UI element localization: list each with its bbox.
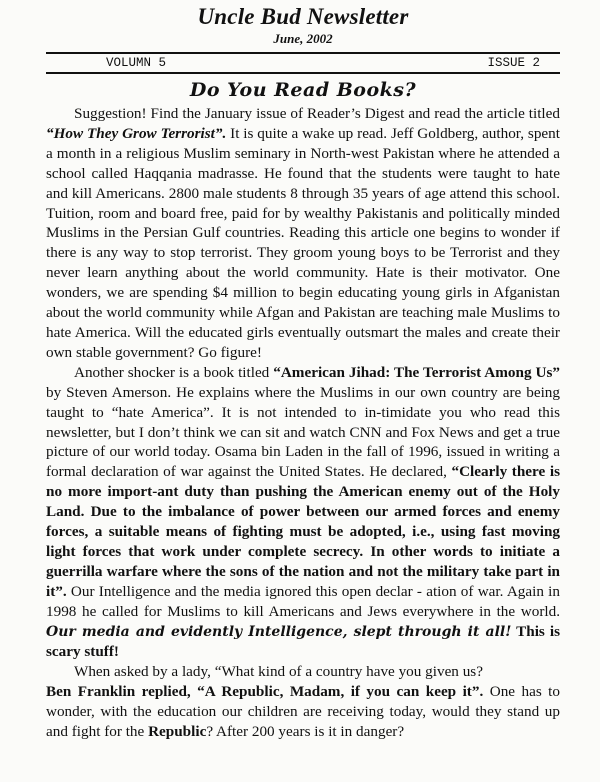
p1-text-a: Suggestion! Find the January issue of Reader’s Digest and read the article titled [74, 105, 560, 122]
p2-text-g: This is scary stuff! [46, 622, 560, 661]
issue-date: June, 2002 [273, 31, 333, 46]
article-body [46, 104, 560, 742]
issue-label: ISSUE 2 [487, 56, 540, 70]
article-headline: Do You Read Books? [189, 79, 417, 101]
p4-text-d: ? After 200 years is it in danger? [206, 723, 405, 741]
p4-text-b: One has to wonder, with the education our children are receiving today, would they stand up and fight for the [46, 683, 560, 741]
p2-text-c: by Steven Amerson. He explains where the Muslims in our own country are being taught to “hate America”. It is not intended to in-timidate you who read this newsletter, but I don’t think we can sit and watch CNN and Fox News and get a true picture of our world today. Osama bin Laden in the fall of 1996, issued in writing a formal declaration of war against the United States. He declared, [46, 383, 560, 481]
paragraph-3 [46, 662, 560, 682]
p2-text-e: Our Intelligence and the media ignored this open declar - ation of war. Again in 1998 he called for Muslims to kill Americans and Jews everywhere in the world. [46, 582, 560, 620]
book-title-reference: “American Jihad: The Terrorist Among Us” [273, 363, 560, 381]
p2-text-a: Another shocker is a book titled [74, 363, 274, 381]
paragraph-1 [46, 104, 560, 363]
p3-text-a: When asked by a lady, “What kind of a country have you given us? [74, 663, 483, 681]
p1-text-c: It is quite a wake up read. Jeff Goldberg, author, spent a month in a religious Muslim seminary in North-west Pakistan where he attended a school called Haqqania madrasse. He found that the students were taught to hate and kill Americans. 2800 male students 8 through 35 years of age attend this school. Tuition, room and board free, paid for by wealthy Pakistanis and politically minded Muslims in the Persian Gulf countries. Reading this article one begins to wonder if there is any way to stop terrorist. They groom young boys to be Terrorist and they never learn anything about the world community. Hate is their motivator. One wonders, we are spending $4 million to begin educating young girls in Afganistan about the world community while Afgan and Pakistan are teaching male Muslims to hate America. Will the educated girls eventually outsmart the males and create their own stable government? Go figure! [46, 124, 560, 361]
republic-word: Republic [148, 723, 207, 741]
franklin-quote: Ben Franklin replied, “A Republic, Madam, if you can keep it”. [46, 683, 484, 701]
declaration-quote: “Clearly there is no more import-ant duty than pushing the American enemy out of the Holy Land. Due to the imbalance of power between our armed forces and enemy forces, a suitable means of fighting must be adopted, i.e., using fast moving light forces that work under complete secrecy. In other words to initiate a guerrilla warfare where the sons of the nation and not the military take part in it”. [46, 463, 560, 600]
paragraph-4 [46, 682, 560, 742]
volume-issue-bar [46, 52, 560, 74]
newsletter-title: Uncle Bud Newsletter [197, 4, 409, 29]
emphasis-statement: Our media and evidently Intelligence, slept through it all! [46, 623, 512, 640]
volume-label: VOLUMN 5 [106, 56, 167, 70]
paragraph-2 [46, 363, 560, 663]
article-title-reference: “How They Grow Terrorist”. [46, 124, 227, 142]
